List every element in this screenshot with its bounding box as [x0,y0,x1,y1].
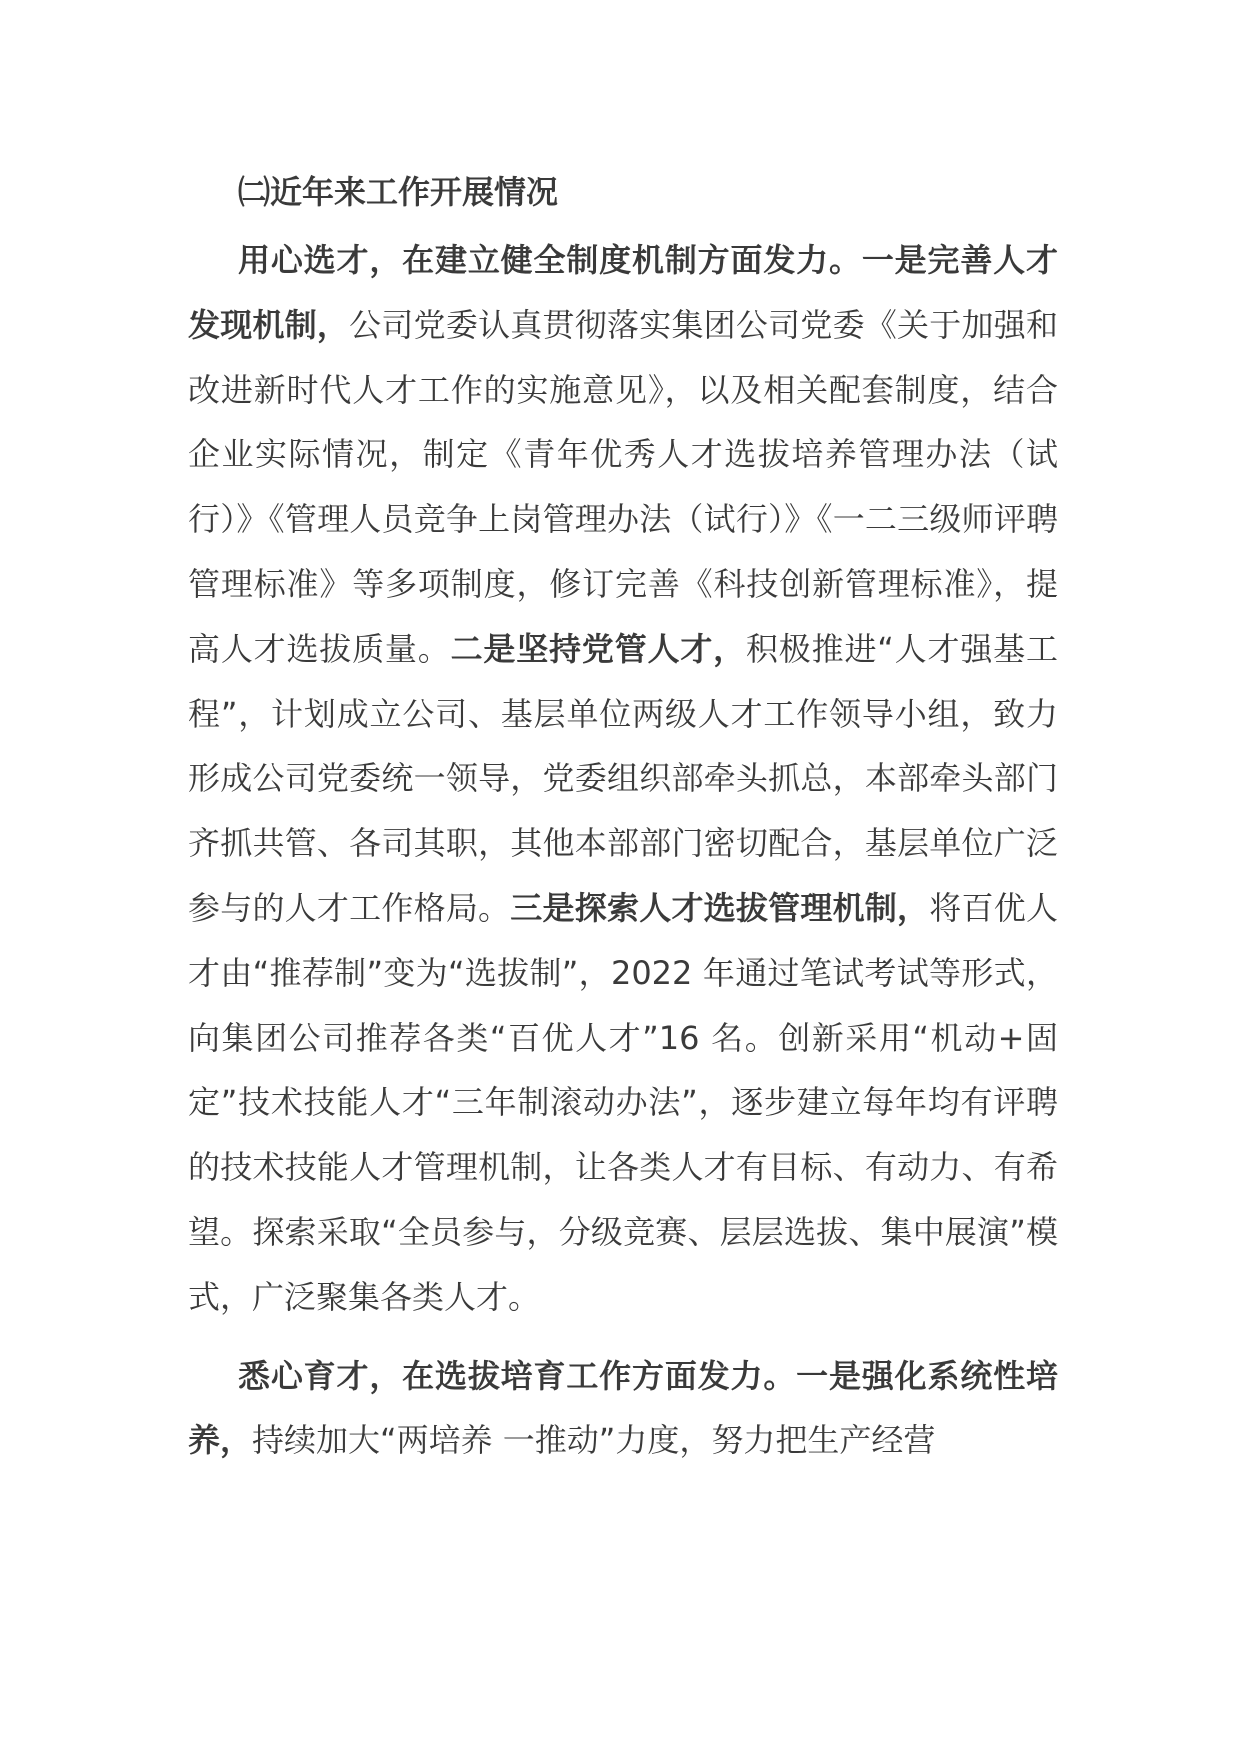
paragraph-talent-selection [188,224,1058,1330]
paragraph-spacer [188,1330,1058,1340]
paragraph-text: 公司党委认真贯彻落实集团公司党委《关于加强和改进新时代人才工作的实施意见》，以及相关配套制度，结合企业实际情况，制定《青年优秀人才选拔培养管理办法（试行）》《管理人员竞争上岗管理办法（试行）》《一二三级师评聘管理标准》等多项制度，修订完善《科技创新管理标准》，提高人才选拔质量。 [188,305,1058,668]
paragraph-point-bold: 三是探索人才选拔管理机制， [510,888,930,927]
paragraph-talent-cultivation [188,1340,1058,1474]
paragraph-lead-bold: 悉心育才，在选拔培育工作方面发力。一是强化系统性培养， [188,1356,1058,1460]
paragraph-lead-bold: 用心选才，在建立健全制度机制方面发力。一是完善人才发现机制， [188,241,1058,344]
document-body [188,160,1058,1473]
paragraph-text: 将百优人才由“推荐制”变为“选拔制”，2022 年通过笔试考试等形式，向集团公司推荐各类“百优人才”16 名。创新采用“机动+固定”技术技能人才“三年制滚动办法”，逐步建立每年均有评聘的技术技能人才管理机制，让各类人才有目标、有动力、有希望。探索采取“全员参与，分级竞赛、层层选拔、集中展演”模式，广泛聚集各类人才。 [188,888,1058,1316]
section-heading: ㈡近年来工作开展情况 [238,173,559,211]
paragraph-point-bold: 二是坚持党管人才， [450,629,746,668]
paragraph-text: 持续加大“两培养 一推动”力度，努力把生产经营 [252,1421,936,1460]
paragraph-text: 积极推进“人才强基工程”，计划成立公司、基层单位两级人才工作领导小组，致力形成公司党委统一领导，党委组织部牵头抓总，本部牵头部门齐抓共管、各司其职，其他本部部门密切配合，基层单位广泛参与的人才工作格局。 [188,629,1058,927]
